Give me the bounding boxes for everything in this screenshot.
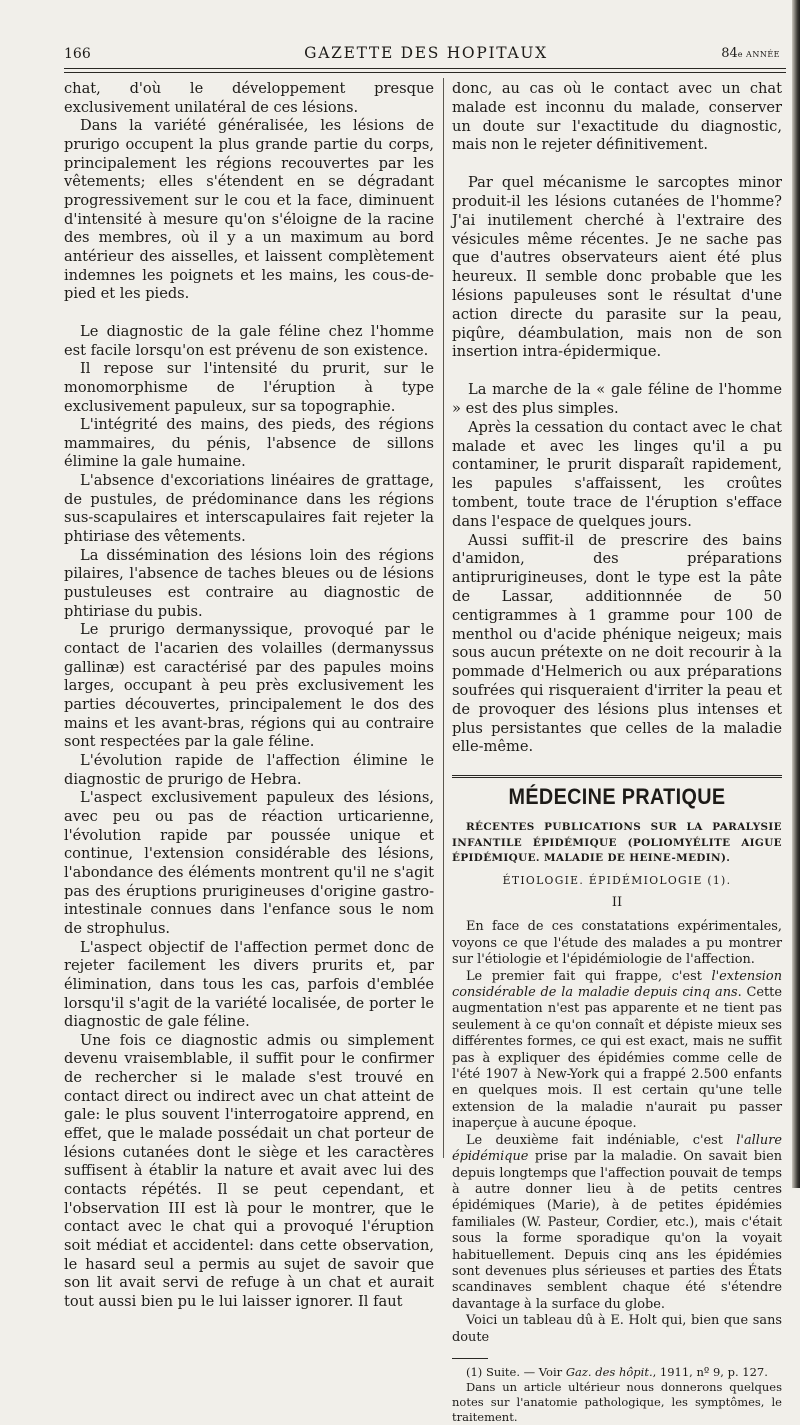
paragraph: L'aspect exclusivement papuleux des lésions, avec peu ou pas de réaction urticarienne, l'évolution rapide par poussée unique et continue, l'extension considérable des lésions, l'abondance des éléments montrent qu'il ne s'agit pas des éruptions prurigineuses d'origine gastro-intestinale connues dans l'enfance sous le nom de strophulus.: [64, 789, 434, 937]
left-column: [64, 80, 434, 1310]
paragraph-text: Le deuxième fait indéniable, c'est: [466, 1132, 737, 1148]
footnote-line: [452, 1365, 782, 1380]
paragraph: L'aspect objectif de l'affection permet donc de rejeter facilement les divers prurits et, par élimination, dans tous les cas, parfois d'emblée lorsqu'il s'agit de la variété localisée, de porter le diagnostic de gale féline.: [64, 938, 434, 1031]
paragraph: L'évolution rapide de l'affection élimine le diagnostic de prurigo de Hebra.: [64, 751, 434, 788]
footnote-rule: [452, 1358, 488, 1359]
article-body: [452, 873, 782, 1346]
paragraph-text: prise par la maladie. On savait bien depuis longtemps que l'affection pouvait de temps à autre donner lieu à de petits centres épidémiques (Marie), à de petites épidémies familiales (W. Pasteur, Cordier, etc.), mais c'était sous la forme sporadique qu'on la voyait habituellement. Depuis cinq ans les épidémies sont devenues plus sérieuses et parties des États scandinaves semblent chaque été s'étendre davantage à la surface du globe.: [452, 1149, 782, 1312]
paragraph: Après la cessation du contact avec le chat malade et avec les linges qu'il a pu contaminer, le prurit disparaît rapidement, les papules s'affaissent, les croûtes tombent, toute trace de l'éruption s'efface dans l'espace de quelques jours.: [452, 418, 782, 530]
paragraph: Le diagnostic de la gale féline chez l'homme est facile lorsqu'on est prévenu de son existence.: [64, 322, 434, 359]
year-label: [721, 46, 780, 61]
paragraph: [452, 969, 782, 1133]
section-title: MÉDECINE PRATIQUE: [508, 784, 726, 810]
paragraph: Par quel mécanisme le sarcoptes minor produit-il les lésions cutanées de l'homme? J'ai inutilement cherché à l'extraire des vésicules même récentes. Je ne sache pas que d'autres observateurs aient été plus heureux. Il semble donc probable que les lésions papuleuses sont le résultat d'une action directe du parasite sur la peau, piqûre, déambulation, mais non de son insertion intra-épidermique.: [452, 174, 782, 361]
page-number: 166: [64, 46, 91, 62]
emphasis-text: l'allure épidémique: [452, 1132, 782, 1165]
footnote-text: , 1911, nº 9, p. 127.: [652, 1364, 768, 1379]
paragraph: Dans la variété généralisée, les lésions de prurigo occupent la plus grande partie du corps, principalement les régions recouvertes par les vêtements; elles s'étendent en se dégradant progressivement sur le cou et la face, diminuent d'intensité à mesure qu'on s'éloigne de la racine des membres, où il y a un maximum au bord antérieur des aisselles, et laissent complètement indemnes les poignets et les mains, les cous-de-pied et les pieds.: [64, 117, 434, 303]
page-edge-shadow: [792, 0, 800, 1188]
year-suffix: e ANNÉE: [737, 50, 780, 59]
footnote-line: Dans un article ultérieur nous donnerons quelques notes sur l'anatomie pathologique, les symptômes, le traitement.: [452, 1379, 782, 1424]
paragraph: Il repose sur l'intensité du prurit, sur le monomorphisme de l'éruption à type exclusivement papuleux, sur sa topographie.: [64, 360, 434, 415]
column-separator: [443, 78, 444, 1158]
footnote: [452, 1365, 782, 1425]
paragraph: L'absence d'excoriations linéaires de grattage, de pustules, de prédominance dans les régions sus-scapulaires et interscapulaires fait rejeter la phtiriase des vêtements.: [64, 472, 434, 546]
paragraph: La dissémination des lésions loin des régions pilaires, l'absence de taches bleues ou de lésions pustuleuses est contraire au diagnostic de phtiriase du pubis.: [64, 546, 434, 620]
paragraph: Le prurigo dermanyssique, provoqué par le contact de l'acarien des volailles (dermanyssus gallinæ) est caractérisé par des papules moins larges, occupant à peu près exclusivement les parties découvertes, principalement le dos des mains et les avant-bras, régions qui au contraire sont respectées par la gale féline.: [64, 621, 434, 751]
paragraph: donc, au cas où le contact avec un chat malade est inconnu du malade, conserver un doute sur l'exactitude du diagnostic, mais non le rejeter définitivement.: [452, 80, 782, 154]
section-divider: [452, 775, 782, 778]
running-header: [64, 44, 788, 64]
paragraph: En face de ces constatations expérimentales, voyons ce que l'étude des malades a pu montrer sur l'étiologie et l'épidémiologie de l'affection.: [452, 919, 782, 968]
journal-title: GAZETTE DES HOPITAUX: [304, 44, 548, 62]
paragraph: Une fois ce diagnostic admis ou simplement devenu vraisemblable, il suffit pour le confirmer de rechercher si le malade s'est trouvé en contact direct ou indirect avec un chat atteint de gale: le plus souvent l'interrogatoire apprend, en effet, que le malade possédait un chat porteur de lésions cutanées dont le siège et les caractères suffisent à établir la nature et avait avec lui des contacts répétés. Il se peut cependant, et l'observation III est là pour le montrer, que le contact avec le chat qui a provoqué l'éruption soit médiat et accidentel: dans cette observation, le hasard seul a permis au sujet de savoir que son lit avait servi de refuge à un chat et aurait tout aussi bien pu le lui laisser ignorer. Il faut: [64, 1031, 434, 1310]
article-subheading: ÉTIOLOGIE. ÉPIDÉMIOLOGIE (1).: [502, 873, 732, 887]
footnote-text: (1) Suite. — Voir: [466, 1364, 566, 1379]
header-rule-thin: [64, 72, 786, 73]
header-rule: [64, 68, 786, 69]
right-column: [452, 80, 782, 1424]
year-number: 84: [721, 46, 738, 61]
paragraph: [452, 1133, 782, 1313]
paragraph: Aussi suffit-il de prescrire des bains d'amidon, des préparations antiprurigineuses, dont le type est la pâte de Lassar, additionnnée de 50 centigrammes à 1 gramme pour 100 de menthol ou d'acide phénique neigeux; mais sous aucun prétexte on ne doit recourir à la pommade d'Helmerich ou aux préparations soufrées qui risqueraient d'irriter la peau et de provoquer des lésions plus intenses et plus persistantes que celles de la maladie elle-même.: [452, 531, 782, 756]
paragraph: La marche de la « gale féline de l'homme » est des plus simples.: [452, 381, 782, 417]
emphasis-text: l'extension considérable de la maladie depuis cinq ans: [452, 968, 782, 1001]
paragraph-text: Le premier fait qui frappe, c'est: [466, 968, 712, 984]
paragraph: chat, d'où le développement presque exclusivement unilatéral de ces lésions.: [64, 80, 434, 116]
article-part-number: II: [611, 895, 623, 910]
article-title: RÉCENTES PUBLICATIONS SUR LA PARALYSIE INFANTILE ÉPIDÉMIQUE (POLIOMYÉLITE AIGUE ÉPIDÉMIQUE. MALADIE DE HEINE-MEDIN).: [452, 821, 782, 865]
paragraph: L'intégrité des mains, des pieds, des régions mammaires, du pénis, l'absence de sillons élimine la gale humaine.: [64, 416, 434, 471]
footnote-citation: Gaz. des hôpit.: [565, 1364, 653, 1379]
paragraph: Voici un tableau dû à E. Holt qui, bien que sans doute: [452, 1313, 782, 1345]
paragraph-text: . Cette augmentation n'est pas apparente et ne tient pas seulement à ce qu'on connaît et dépiste mieux ses différentes formes, ce qui est exact, mais ne suffit pas à expliquer des épidémies comme celle de l'été 1907 à New-York qui a frappé 2.500 enfants en quelques mois. Il est certain qu'une telle extension de la maladie n'aurait pu passer inaperçue à aucune époque.: [452, 985, 782, 1132]
